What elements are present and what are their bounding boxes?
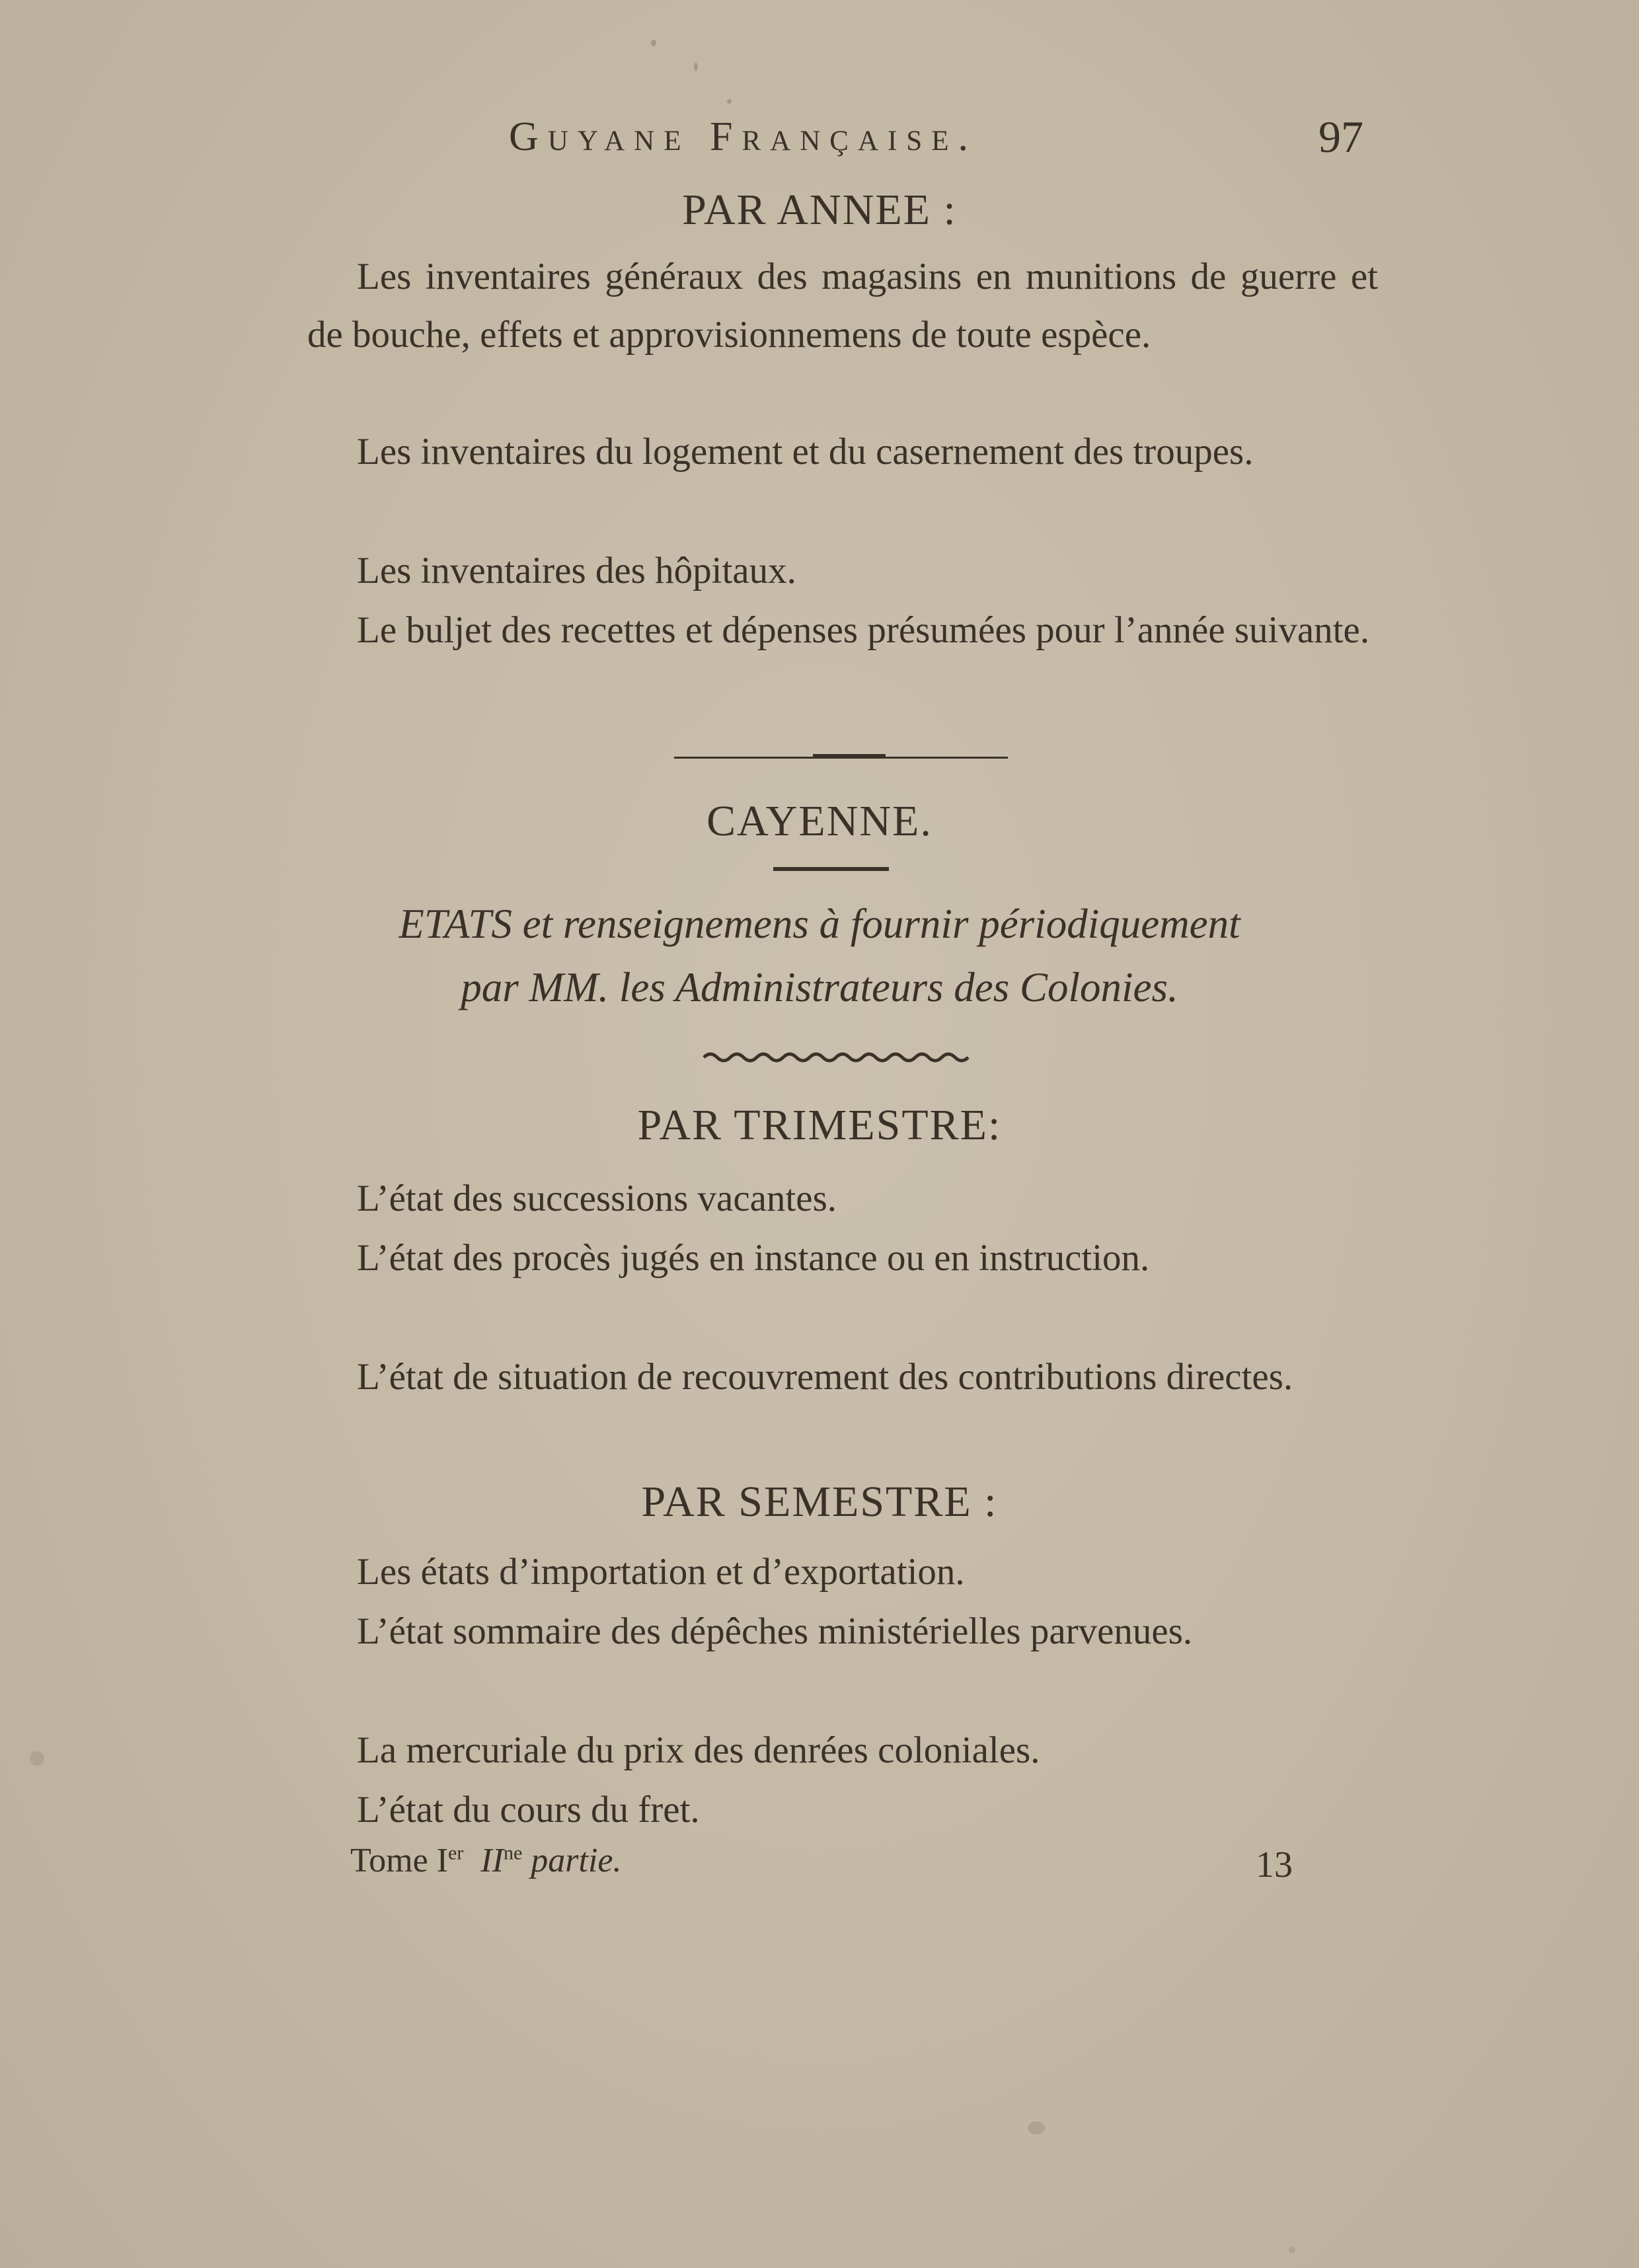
footer-partie-sup: ne [503, 1842, 523, 1864]
paragraph-trimestre-3: L’état de situation de recouvrement des contributions directes. [357, 1356, 1293, 1398]
footer-tome-sup: er [447, 1842, 464, 1864]
paragraph-annee-1: Les inventaires généraux des magasins en munitions de guerre et de bouche, effets et approvisionnemens de toute espèce. [307, 256, 1378, 356]
heading-par-annee: PAR ANNEE : [682, 186, 957, 234]
paragraph-semestre-3: La mercuriale du prix des denrées coloniales. [357, 1729, 1040, 1771]
paper-speck [651, 40, 656, 46]
paper-speck [727, 99, 732, 104]
running-title: Guyane Française. [509, 114, 977, 159]
footer-partie-roman: II [480, 1842, 504, 1879]
paragraph-trimestre-2: L’état des procès jugés en instance ou en instruction. [357, 1237, 1150, 1279]
paper-speck [1028, 2121, 1045, 2135]
heading-par-trimestre: PAR TRIMESTRE: [637, 1101, 1002, 1149]
paragraph-trimestre-1: L’état des successions vacantes. [357, 1178, 837, 1219]
paragraph-annee-3: Les inventaires des hôpitaux. [357, 550, 796, 591]
footer-partie-word: partie. [531, 1842, 622, 1879]
footer-tome [350, 1841, 621, 1880]
paragraph-annee-2: Les inventaires du logement et du casernement des troupes. [357, 431, 1254, 472]
paragraph-semestre-2: L’état sommaire des dépêches ministérielles parvenues. [357, 1610, 1193, 1652]
wavy-divider [701, 1047, 978, 1067]
cayenne-underline [773, 867, 889, 871]
paragraph-annee-4: Le buljet des recettes et dépenses présumées pour l’année suivante. [357, 609, 1370, 651]
cayenne-subtitle-line1: ETATS et renseignemens à fournir périodiquement [399, 901, 1240, 947]
paper-speck [30, 1751, 44, 1766]
paper-speck [694, 63, 698, 71]
heading-par-semestre: PAR SEMESTRE : [641, 1478, 998, 1526]
section-divider-ornament [813, 754, 886, 759]
page-number: 97 [1318, 112, 1363, 162]
paragraph-semestre-1: Les états d’importation et d’exportation. [357, 1551, 965, 1593]
paragraph-semestre-4: L’état du cours du fret. [357, 1789, 700, 1831]
signature-mark: 13 [1256, 1844, 1293, 1885]
paper-speck [1289, 2247, 1295, 2253]
footer-tome-label: Tome I [350, 1842, 448, 1879]
cayenne-subtitle-line2: par MM. les Administrateurs des Colonies. [461, 964, 1178, 1010]
heading-cayenne: CAYENNE. [706, 797, 933, 845]
